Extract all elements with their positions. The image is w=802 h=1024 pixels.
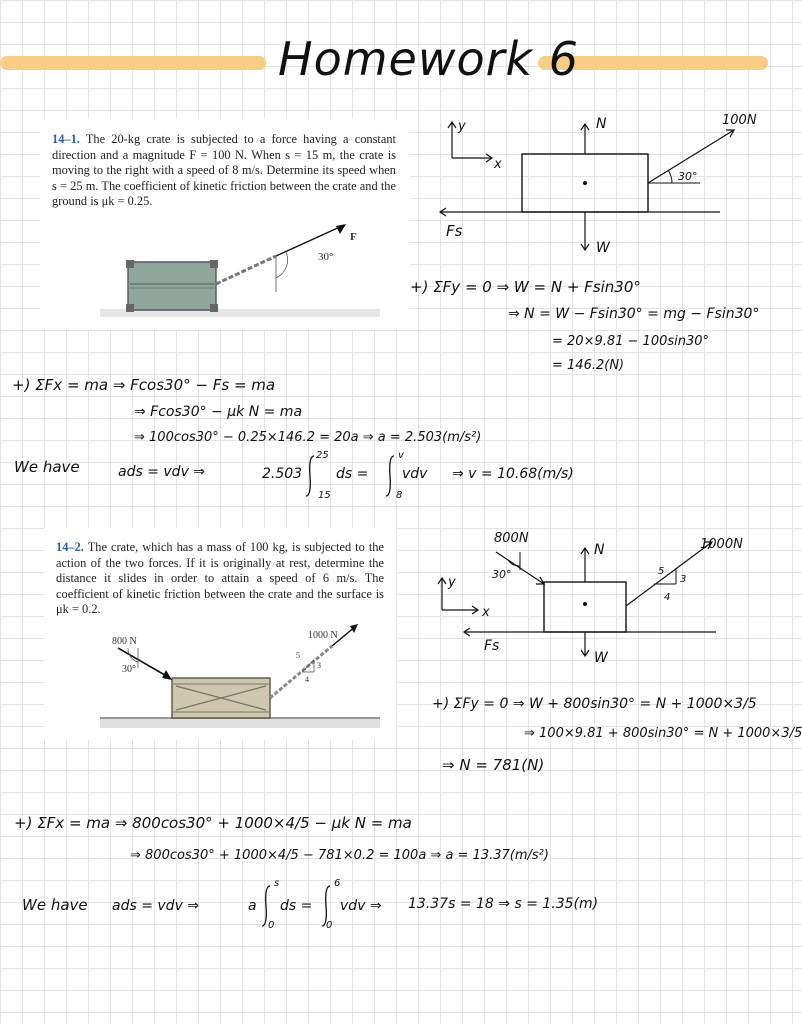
page-title: Homework 6 [278, 32, 580, 86]
fbd1-angle-label: 30° [678, 170, 698, 183]
problem1-eq-x-3: ⇒ 100cos30° − 0.25×146.2 = 20a ⇒ a = 2.503(m/s²) [134, 430, 482, 445]
problem2-fbd [420, 522, 760, 672]
fbd2-angle1-label: 30° [492, 568, 512, 581]
problem1-eq-y-3: = 20×9.81 − 100sin30° [552, 334, 710, 349]
fbd1-applied-label: 100N [722, 113, 757, 128]
problem1-integral-right: vdv [402, 466, 428, 482]
problem1-eq-y-2: ⇒ N = W − Fsin30° = mg − Fsin30° [508, 306, 760, 322]
fbd1-weight-label: W [596, 240, 610, 256]
fbd1-y-label: y [458, 119, 466, 134]
problem2-eq-y-3: ⇒ N = 781(N) [442, 756, 545, 774]
problem1-figure-angle: 30° [318, 251, 334, 263]
fbd2-normal-label: N [594, 542, 605, 558]
problem2-eq-y-2: ⇒ 100×9.81 + 800sin30° = N + 1000×3/5 [524, 726, 802, 741]
problem1-result: ⇒ v = 10.68(m/s) [452, 466, 574, 482]
fbd2-force1-label: 800N [494, 531, 529, 546]
problem2-integral-right: vdv ⇒ [340, 898, 382, 914]
problem2-text: The crate, which has a mass of 100 kg, is subjected to the action of the two forces. If it is originally at rest, determine the distance it slides in order to attain a speed of 6 m/s. The coefficient of kinetic friction between the crate and the surface is μk = 0.2. [56, 540, 385, 616]
fbd2-slope-5: 5 [658, 566, 665, 577]
fbd2-y-label: y [448, 575, 456, 590]
problem1-integral-left: ds = [336, 466, 369, 482]
fbd2-x-label: x [482, 605, 490, 620]
problem2-figure-slope-5: 5 [296, 651, 300, 660]
fbd2-slope-4: 4 [664, 592, 671, 603]
problem2-lower1: 0 [268, 920, 275, 931]
problem1-text: The 20-kg crate is subjected to a force having a constant direction and a magnitude F = 100 N. When s = 15 m, the crate is moving to the right with a speed of 8 m/s. Determine its speed when s = 25 m. The coefficient of kinetic friction between the crate and the ground is μk = 0.25. [52, 132, 396, 208]
problem2-eq-x-1: +) ΣFx = ma ⇒ 800cos30° + 1000×4/5 − μk N = ma [14, 814, 412, 832]
fbd2-crate [544, 582, 626, 632]
title-highlight-left [0, 56, 266, 70]
problem1-work-relation: ads = vdv ⇒ [118, 464, 206, 480]
problem2-eq-x-2: ⇒ 800cos30° + 1000×4/5 − 781×0.2 = 100a ⇒ a = 13.37(m/s²) [130, 848, 549, 863]
fbd2-force2-label: 1000N [700, 537, 743, 552]
problem2-work-coef: a [248, 898, 257, 914]
problem1-figure [100, 226, 400, 326]
problem2-figure-force2: 1000 N [308, 630, 338, 641]
problem2-figure-slope-3: 3 [317, 661, 321, 670]
problem2-figure-angle1: 30° [122, 664, 136, 675]
fbd1-x-label: x [494, 157, 502, 172]
problem2-upper1: s [274, 878, 280, 889]
fbd2-friction-label: Fs [484, 638, 500, 654]
problem1-figure-force: F [350, 231, 357, 243]
problem2-figure-slope-4: 4 [305, 675, 309, 684]
problem1-eq-y-4: = 146.2(N) [552, 358, 625, 373]
problem2-integral-left: ds = [280, 898, 313, 914]
problem2-result: 13.37s = 18 ⇒ s = 1.35(m) [408, 896, 599, 912]
fbd1-friction-label: Fs [446, 222, 463, 240]
problem2-figure-force1: 800 N [112, 636, 137, 647]
problem1-work-lead: We have [14, 458, 80, 476]
problem2-number: 14–2. [56, 540, 84, 554]
fbd2-weight-label: W [594, 650, 608, 666]
problem2-card [44, 528, 396, 740]
problem1-statement [52, 132, 396, 210]
problem1-fbd [400, 110, 760, 260]
problem2-lower2: 0 [326, 920, 333, 931]
problem2-work-lead: We have [22, 896, 88, 914]
problem1-number: 14–1. [52, 132, 80, 146]
problem1-eq-x-1: +) ΣFx = ma ⇒ Fcos30° − Fs = ma [12, 376, 276, 394]
problem2-figure [100, 628, 400, 738]
problem1-upper2: v [398, 450, 404, 461]
fbd2-slope-3: 3 [680, 574, 687, 585]
problem1-lower1: 15 [318, 490, 331, 501]
problem2-work-relation: ads = vdv ⇒ [112, 898, 200, 914]
problem1-lower2: 8 [396, 490, 403, 501]
problem2-eq-y-1: +) ΣFy = 0 ⇒ W + 800sin30° = N + 1000×3/5 [432, 696, 757, 712]
problem1-upper1: 25 [316, 450, 329, 461]
problem1-eq-x-2: ⇒ Fcos30° − μk N = ma [134, 404, 303, 420]
problem1-card [40, 118, 410, 330]
problem2-statement [56, 540, 384, 618]
problem1-work-coef: 2.503 [262, 466, 303, 482]
problem2-upper2: 6 [334, 878, 341, 889]
problem1-eq-y-1: +) ΣFy = 0 ⇒ W = N + Fsin30° [410, 278, 641, 296]
fbd1-normal-label: N [596, 116, 607, 132]
